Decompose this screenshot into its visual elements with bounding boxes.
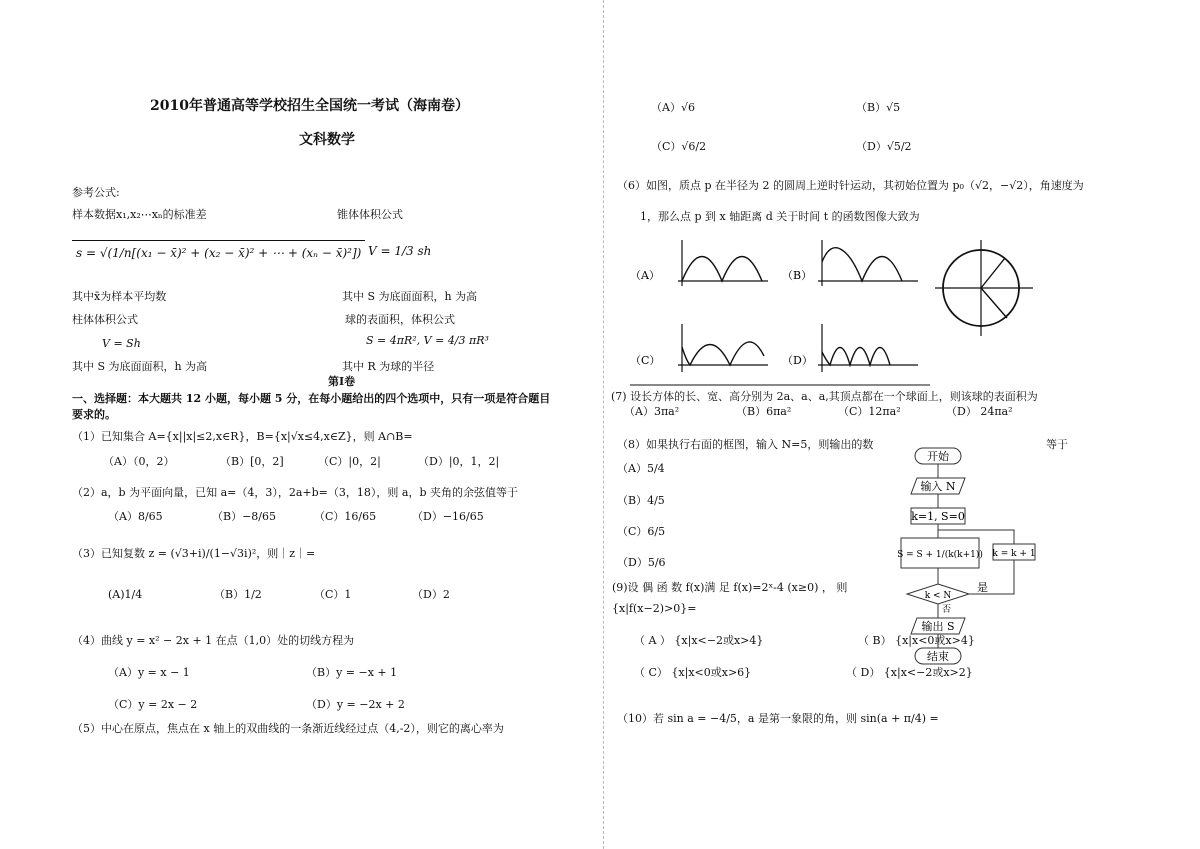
mean-note: 其中x̄为样本平均数 xyxy=(72,290,167,303)
q3-option-c: （C）1 xyxy=(314,588,352,601)
q4-option-c: （C）y = 2x − 2 xyxy=(108,698,198,711)
cone-volume-formula: V = 1/3 sh xyxy=(368,244,432,258)
cone-label: 锥体体积公式 xyxy=(337,208,403,221)
q9-stem: (9)设 偶 函 数 f(x)满 足 f(x)=2ˣ-4 (x≥0) ， 则 xyxy=(612,581,848,594)
q8-option-b: （B）4/5 xyxy=(617,494,665,507)
q5-stem: （5）中心在原点，焦点在 x 轴上的双曲线的一条渐近线经过点（4,-2），则它的离心率为 xyxy=(72,722,504,735)
section-instructions: 一、选择题：本大题共 12 小题，每小题 5 分，在每小题给出的四个选项中，只有一项是符合题目要求的。 xyxy=(72,392,551,421)
q6-graph-b-label: （B） xyxy=(782,269,813,282)
q2-option-d: （D）−16/65 xyxy=(412,510,484,523)
cylinder-label: 柱体体积公式 xyxy=(72,313,138,326)
q5-option-a: （A）√6 xyxy=(651,101,695,114)
q2-option-b: （B）−8/65 xyxy=(212,510,277,523)
q3-stem: （3）已知复数 z = (√3+i)/(1−√3i)²，则｜z｜= xyxy=(72,547,316,560)
q5-option-b: （B）√5 xyxy=(856,101,901,114)
base-area-note-2: 其中 S 为底面面积，h 为高 xyxy=(72,360,208,373)
q4-option-d: （D）y = −2x + 2 xyxy=(306,698,405,711)
formulas-header: 参考公式: xyxy=(72,186,120,199)
std-dev-label: 样本数据x₁,x₂⋯xₙ的标准差 xyxy=(72,208,207,221)
q3-option-b: （B）1/2 xyxy=(214,588,262,601)
q7-option-d: （D） 24πa² xyxy=(946,405,1013,418)
std-dev-formula-text: s = √(1/n[(x₁ − x̄)² + (x₂ − x̄)² + ⋯ + (xₙ − x̄)²]) xyxy=(72,240,365,265)
q9-option-a: （ A ） {x|x<−2或x>4} xyxy=(634,634,764,647)
q1-option-b: （B）[0，2] xyxy=(220,455,284,468)
base-area-note: 其中 S 为底面面积，h 为高 xyxy=(342,290,478,303)
q6-graph-c-label: （C） xyxy=(630,354,661,367)
q3-option-d: （D）2 xyxy=(412,588,450,601)
flow-cond: k < N xyxy=(924,591,952,601)
q1-stem: （1）已知集合 A={x||x|≤2,x∈R}，B={x|√x≤4,x∈Z}，则 A∩B= xyxy=(72,430,413,443)
flow-no: 否 xyxy=(942,605,952,615)
q6-graph-b xyxy=(782,240,918,286)
q8-stem-end: 等于 xyxy=(1046,438,1068,451)
std-dev-formula xyxy=(72,240,365,265)
flow-output: 输出 S xyxy=(921,620,955,633)
flow-increment: k = k + 1 xyxy=(992,549,1036,559)
q6-graph-d xyxy=(782,324,918,372)
q1-option-d: （D）|0，1，2| xyxy=(418,455,500,468)
sphere-label: 球的表面积，体积公式 xyxy=(345,313,455,326)
q6-graphs xyxy=(630,232,940,392)
flow-end: 结束 xyxy=(927,650,949,663)
flow-input: 输入 N xyxy=(920,480,956,493)
q6-graph-a-label: （A） xyxy=(630,269,660,282)
q4-stem: （4）曲线 y = x² − 2x + 1 在点（1,0）处的切线方程为 xyxy=(72,634,355,647)
q4-option-a: （A）y = x − 1 xyxy=(108,666,190,679)
q7-option-a: （A）3πa² xyxy=(624,405,680,418)
q6-stem: （6）如图，质点 p 在半径为 2 的圆周上逆时针运动，其初始位置为 p₀（√2，−√2），角速度为 xyxy=(617,179,1084,192)
cylinder-volume-formula: V = Sh xyxy=(102,337,141,350)
q2-option-c: （C）16/65 xyxy=(314,510,377,523)
q6-graph-a xyxy=(630,240,768,286)
q1-option-a: （A）（0，2） xyxy=(103,455,175,468)
q5-option-c: （C）√6/2 xyxy=(651,140,707,153)
q7-option-c: （C）12πa² xyxy=(838,405,901,418)
q9-option-c: （ C） {x|x<0或x>6} xyxy=(634,666,752,679)
flow-init: k=1, S=0 xyxy=(911,510,965,523)
q9-option-b: （ B） {x|x<0或x>4} xyxy=(858,634,975,647)
section-label: 第Ⅰ卷 xyxy=(328,375,356,388)
q6-graph-c xyxy=(630,324,768,372)
q4-option-b: （B）y = −x + 1 xyxy=(306,666,398,679)
q8-option-c: （C）6/5 xyxy=(617,525,666,538)
exam-subtitle: 文科数学 xyxy=(299,132,355,148)
flow-update: S = S + 1/(k(k+1)) xyxy=(897,550,983,560)
q7-option-b: （B）6πa² xyxy=(736,405,792,418)
q9-stem-2: {x|f(x−2)>0}= xyxy=(612,602,697,615)
q6-graph-d-label: （D） xyxy=(782,354,813,367)
q8-option-d: （D）5/6 xyxy=(617,556,666,569)
q10-stem: （10）若 sin a = −4/5，a 是第一象限的角，则 sin(a + π/4) = xyxy=(617,712,939,725)
q2-stem: （2）a，b 为平面向量，已知 a=（4，3），2a+b=（3，18），则 a，b 夹角的余弦值等于 xyxy=(72,486,518,499)
flow-start: 开始 xyxy=(927,450,949,463)
q3-option-a: (A)1/4 xyxy=(108,588,143,601)
q6-stem-2: 1，那么点 p 到 x 轴距离 d 关于时间 t 的函数图像大致为 xyxy=(640,210,920,223)
q7-stem: (7) 设长方体的长、宽、高分别为 2a、a、a,其顶点都在一个球面上，则该球的表面积为 xyxy=(611,390,1038,403)
page-divider xyxy=(603,0,604,849)
exam-title: 2010年普通高等学校招生全国统一考试（海南卷） xyxy=(150,98,469,114)
q9-option-d: （ D） {x|x<−2或x>2} xyxy=(846,666,973,679)
q5-option-d: （D）√5/2 xyxy=(856,140,912,153)
q1-option-c: （C）|0，2| xyxy=(318,455,381,468)
q8-option-a: （A）5/4 xyxy=(617,462,665,475)
radius-note: 其中 R 为球的半径 xyxy=(342,360,435,373)
q6-circle-figure xyxy=(935,238,1035,338)
q2-option-a: （A）8/65 xyxy=(108,510,163,523)
sphere-formula: S = 4πR², V = 4/3 πR³ xyxy=(366,334,489,347)
q8-stem: （8）如果执行右面的框图，输入 N=5，则输出的数 xyxy=(617,438,874,451)
flow-yes: 是 xyxy=(977,581,988,594)
